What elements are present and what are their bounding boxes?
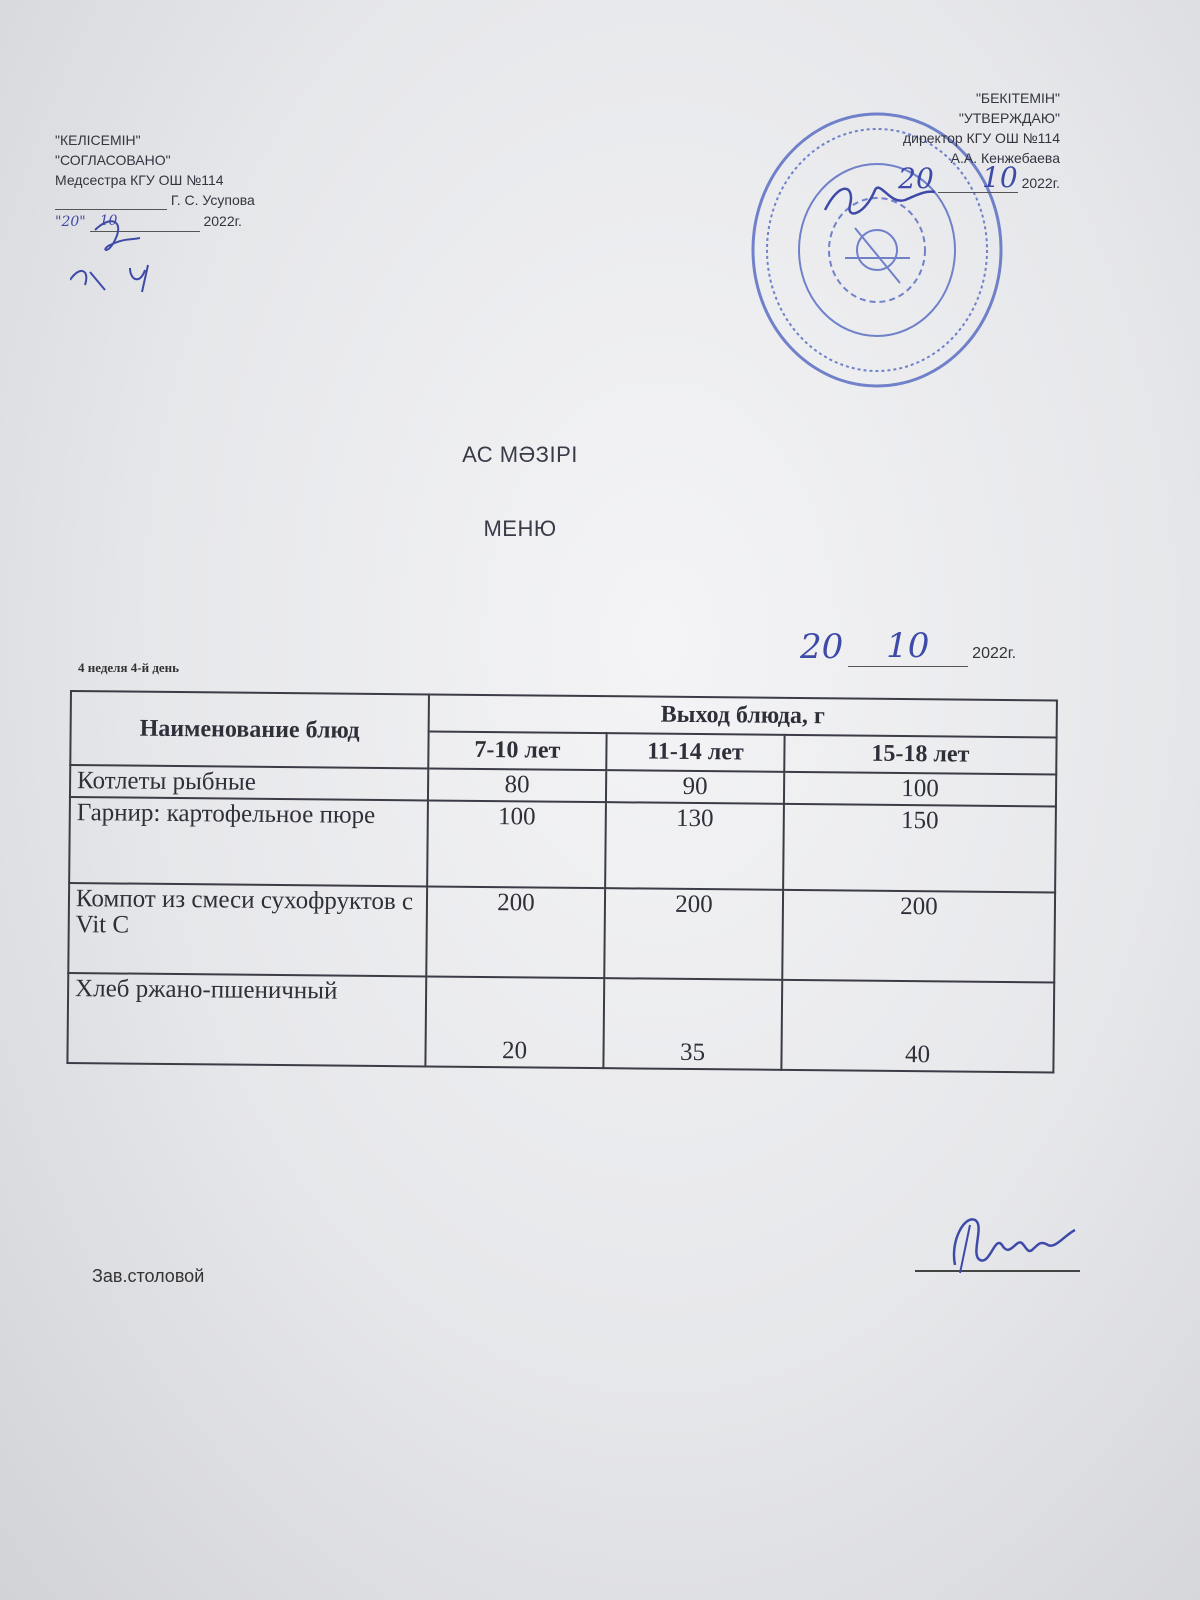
approval-right-date-day: 20 [898,162,934,195]
yield-value: 40 [781,980,1054,1073]
menu-date-day: 20 [800,627,844,667]
menu-date [800,626,1016,667]
menu-date-month: 10 [886,626,930,666]
approval-right-date-month: 10 [982,161,1018,194]
dish-name: Гарнир: картофельное пюре [69,797,428,886]
approval-left-date-day: "20" [55,214,86,230]
column-header-age-2: 11-14 лет [606,733,784,772]
signature-footer-image [940,1205,1080,1280]
yield-value: 20 [425,976,604,1068]
column-header-dish: Наименование блюд [70,691,429,768]
menu-table [66,690,1058,1073]
signature-left-image [70,210,200,300]
signature-right-image [820,170,940,240]
approval-right-date-year: 2022г. [1021,175,1060,191]
yield-value: 35 [603,978,782,1070]
approval-right-line2: "УТВЕРЖДАЮ" [958,110,1060,126]
signature-line [55,191,167,210]
column-header-yield: Выход блюда, г [429,694,1057,737]
yield-value: 80 [428,768,606,802]
yield-value: 200 [426,886,605,978]
column-header-age-3: 15-18 лет [784,735,1056,775]
table-row [69,797,1056,892]
approval-left-date-month: 10 [99,213,118,229]
dish-name: Хлеб ржано-пшеничный [67,973,426,1066]
footer-label: Зав.столовой [92,1266,205,1286]
approval-left-name: Г. С. Усупова [170,192,255,208]
yield-value: 100 [784,772,1056,807]
approval-left-date-year: 2022г. [203,213,242,229]
approval-left-line3: Медсестра КГУ ОШ №114 [55,172,224,188]
approval-left-line1: "КЕЛІСЕМІН" [55,132,141,148]
dish-name: Котлеты рыбные [70,765,428,800]
title-russian: МЕНЮ [483,516,557,541]
approval-left-line2: "СОГЛАСОВАНО" [55,152,171,168]
yield-value: 130 [605,802,784,890]
yield-value: 200 [604,888,783,980]
yield-value: 150 [783,804,1056,893]
yield-value: 200 [782,890,1055,983]
approval-right-line3: директор КГУ ОШ №114 [902,130,1060,146]
dish-name: Компот из смеси сухофруктов с Vit C [68,883,427,976]
column-header-age-1: 7-10 лет [428,731,606,770]
table-row [67,973,1054,1072]
table-row [68,883,1055,982]
week-day-label: 4 неделя 4-й день [78,660,180,675]
menu-date-year: 2022г. [972,645,1017,662]
yield-value: 100 [427,800,606,888]
title-kazakh: АС МӘЗІРІ [462,442,578,467]
yield-value: 90 [606,770,784,804]
approval-right-name: А.А. Кенжебаева [950,150,1060,166]
approval-right-line1: "БЕКІТЕМІН" [975,90,1060,106]
